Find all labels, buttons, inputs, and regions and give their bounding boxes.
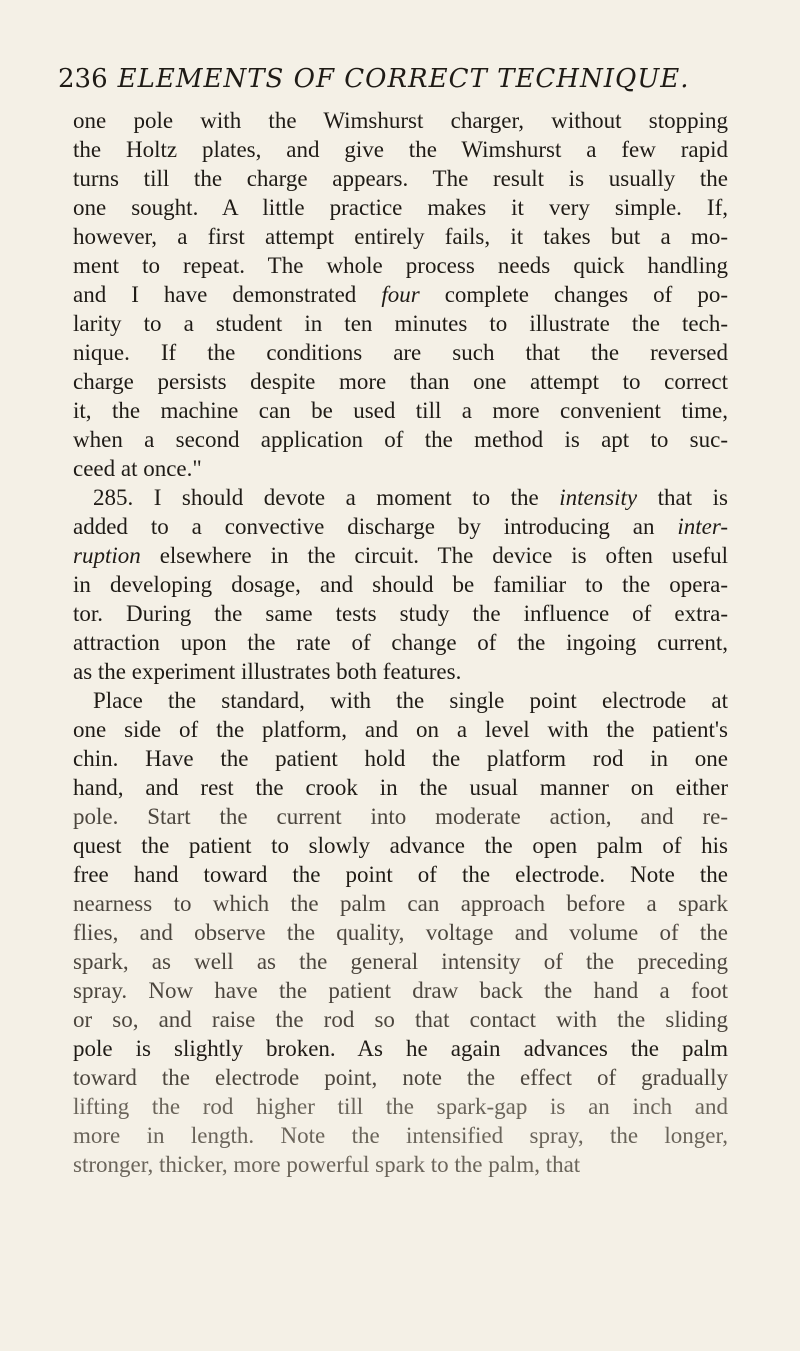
text-line: and I have demonstrated four complete changes of po- — [73, 282, 728, 307]
running-head — [58, 62, 748, 96]
text-line: quest the patient to slowly advance the open palm of his — [73, 833, 728, 858]
text-line: stronger, thicker, more powerful spark to the palm, that — [73, 1152, 581, 1177]
text-line: one sought. A little practice makes it very simple. If, — [73, 195, 728, 220]
text-line: spray. Now have the patient draw back the hand a foot — [73, 978, 728, 1003]
text-line: flies, and observe the quality, voltage and volume of the — [73, 920, 728, 945]
text-line: in developing dosage, and should be familiar to the opera- — [73, 572, 728, 597]
text-line: free hand toward the point of the electrode. Note the — [73, 862, 728, 887]
text-line: it, the machine can be used till a more convenient time, — [73, 398, 728, 423]
text-line: ment to repeat. The whole process needs quick handling — [73, 253, 728, 278]
chapter-title: ELEMENTS OF CORRECT TECHNIQUE. — [117, 64, 690, 94]
emphasis: intensity — [559, 485, 638, 510]
text-line: tor. During the same tests study the influence of extra- — [73, 601, 728, 626]
text-line: charge persists despite more than one attempt to correct — [73, 369, 728, 394]
text-line: toward the electrode point, note the effect of gradually — [73, 1065, 728, 1090]
text-line: added to a convective discharge by introducing an inter- — [73, 514, 728, 539]
text-line: ruption elsewhere in the circuit. The device is often useful — [73, 543, 728, 568]
paragraph-start: Place the standard, with the single point electrode at — [93, 688, 728, 713]
text-line: one side of the platform, and on a level with the patient's — [73, 717, 728, 742]
text-line: lifting the rod higher till the spark-gap is an inch and — [73, 1094, 728, 1119]
text-line: hand, and rest the crook in the usual manner on either — [73, 775, 728, 800]
text-line: when a second application of the method is apt to suc- — [73, 427, 728, 452]
text-line: however, a first attempt entirely fails, it takes but a mo- — [73, 224, 728, 249]
body-text — [73, 106, 728, 1179]
paragraph-end-line: as the experiment illustrates both features. — [73, 659, 462, 684]
text-line: one pole with the Wimshurst charger, without stopping — [73, 108, 728, 133]
text-line: chin. Have the patient hold the platform rod in one — [73, 746, 728, 771]
text-line: spark, as well as the general intensity of the preceding — [73, 949, 728, 974]
text-line: or so, and raise the rod so that contact with the sliding — [73, 1007, 728, 1032]
text-line: pole is slightly broken. As he again advances the palm — [73, 1036, 728, 1061]
text-line: more in length. Note the intensified spray, the longer, — [73, 1123, 728, 1148]
emphasis: inter- — [677, 514, 728, 539]
emphasis: ruption — [73, 543, 141, 568]
text-line: pole. Start the current into moderate action, and re- — [73, 804, 728, 829]
text-line: larity to a student in ten minutes to illustrate the tech- — [73, 311, 728, 336]
page-number: 236 — [58, 64, 108, 94]
paragraph-end-line: ceed at once." — [73, 456, 202, 481]
text-line: turns till the charge appears. The result is usually the — [73, 166, 728, 191]
paragraph-285-start: 285. I should devote a moment to the intensity that is — [93, 485, 728, 510]
text-line: attraction upon the rate of change of the ingoing current, — [73, 630, 728, 655]
text-line: nique. If the conditions are such that the reversed — [73, 340, 728, 365]
text-line: the Holtz plates, and give the Wimshurst a few rapid — [73, 137, 728, 162]
text-line: nearness to which the palm can approach before a spark — [73, 891, 728, 916]
emphasis: four — [381, 282, 420, 307]
